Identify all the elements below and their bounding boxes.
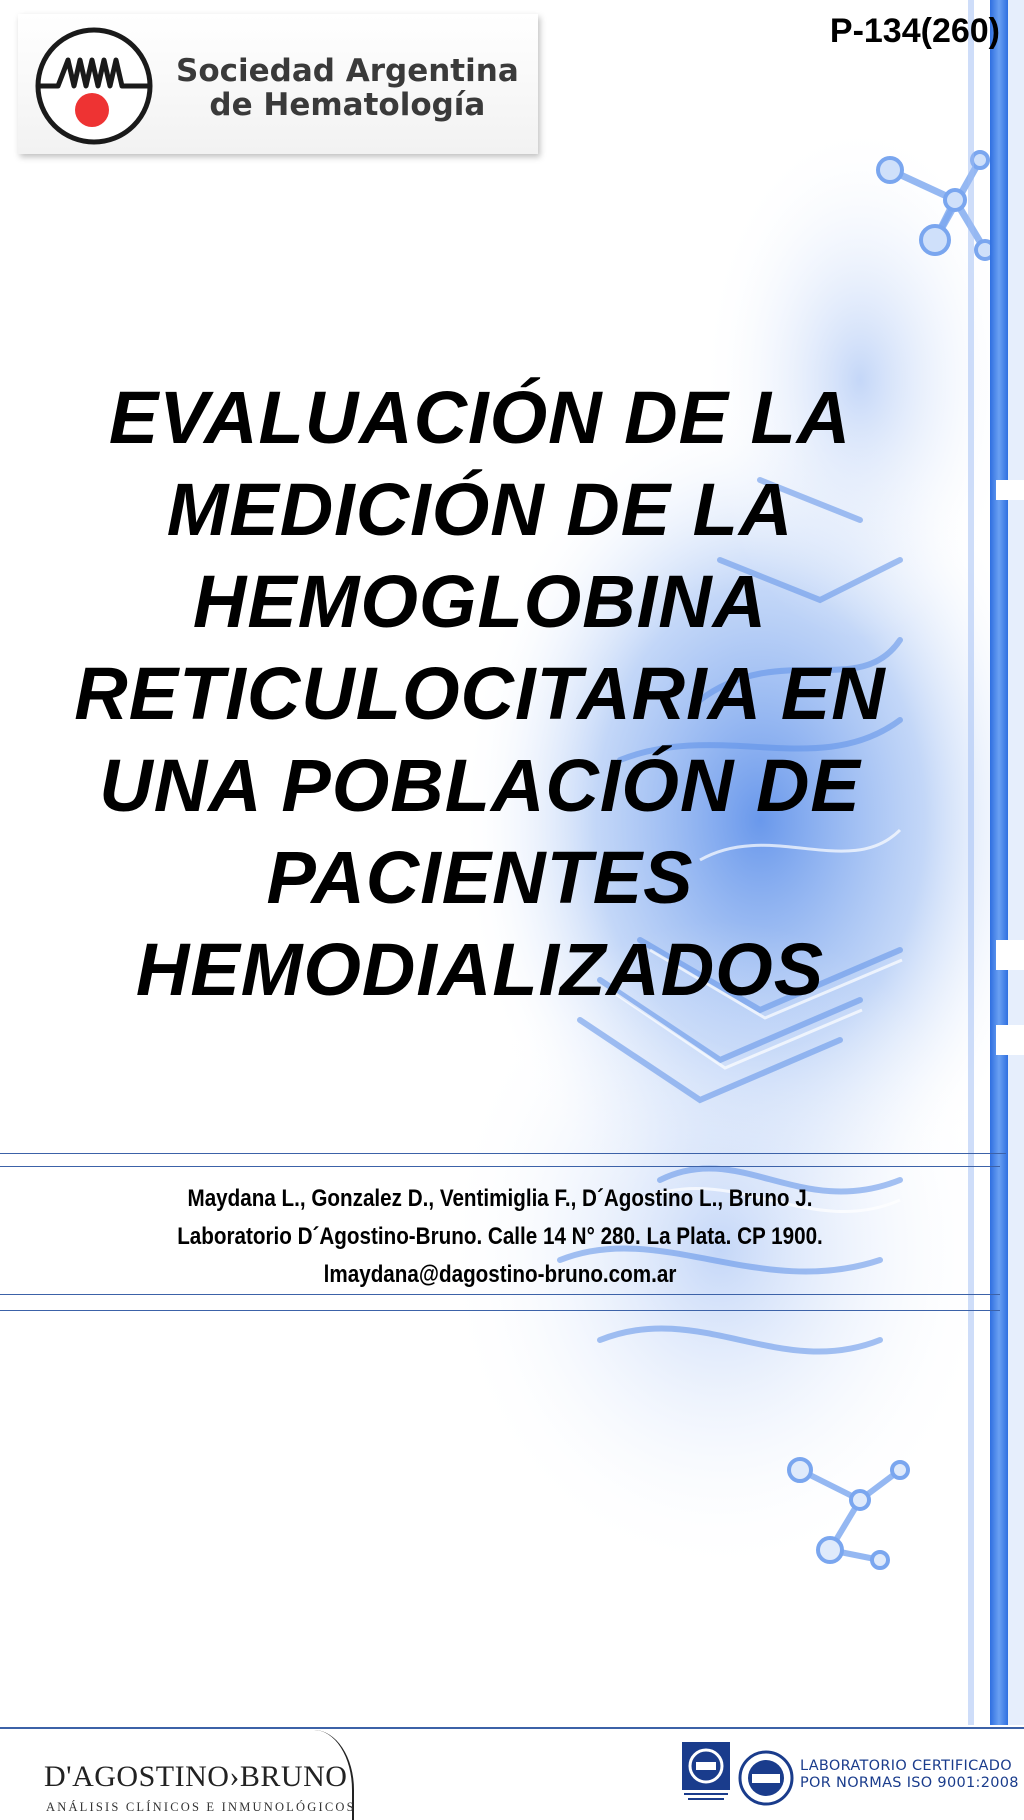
poster-title [40, 372, 920, 1016]
title-line: MEDICIÓN DE LA [166, 468, 794, 551]
author-affiliation: Laboratorio D´Agostino-Bruno. Calle 14 N° 280. La Plata. CP 1900. [177, 1223, 823, 1250]
society-name-line2: de Hematología [209, 87, 486, 123]
author-names: Maydana L., Gonzalez D., Ventimiglia F., D´Agostino L., Bruno J. [187, 1185, 813, 1212]
footer-divider [0, 1727, 1024, 1729]
certification-text [800, 1758, 1019, 1792]
society-logo [18, 14, 538, 154]
certification-line2: POR NORMAS ISO 9001:2008 [800, 1775, 1019, 1791]
author-email: lmaydana@dagostino-bruno.com.ar [323, 1261, 677, 1288]
title-line: RETICULOCITARIA EN [74, 652, 886, 735]
certification-block [676, 1736, 1019, 1816]
lab-brand-logo [0, 1730, 354, 1820]
poster-code: P-134(260) [829, 12, 1000, 50]
title-line: HEMODIALIZADOS [135, 928, 825, 1011]
separator-line-top-2 [0, 1166, 1000, 1167]
authors-block [87, 1180, 913, 1294]
lab-brand-name: D'AGOSTINO›BRUNO [44, 1760, 348, 1793]
title-line: PACIENTES [266, 836, 694, 919]
lab-brand-tagline: ANÁLISIS CLÍNICOS E INMUNOLÓGICOS [46, 1800, 356, 1814]
separator-line-bottom-2 [0, 1310, 1000, 1311]
iram-seal-icon [680, 1740, 732, 1802]
title-line: HEMOGLOBINA [192, 560, 768, 643]
separator-line-bottom-1 [0, 1294, 1000, 1295]
certification-line1: LABORATORIO CERTIFICADO [800, 1758, 1012, 1774]
title-line: UNA POBLACIÓN DE [99, 744, 861, 827]
hematology-emblem-icon [34, 26, 154, 146]
iqnet-seal-icon [738, 1750, 794, 1806]
separator-line-top-1 [0, 1153, 1006, 1154]
society-name-line1: Sociedad Argentina [176, 53, 519, 89]
society-name [176, 54, 519, 122]
title-line: EVALUACIÓN DE LA [108, 376, 852, 459]
